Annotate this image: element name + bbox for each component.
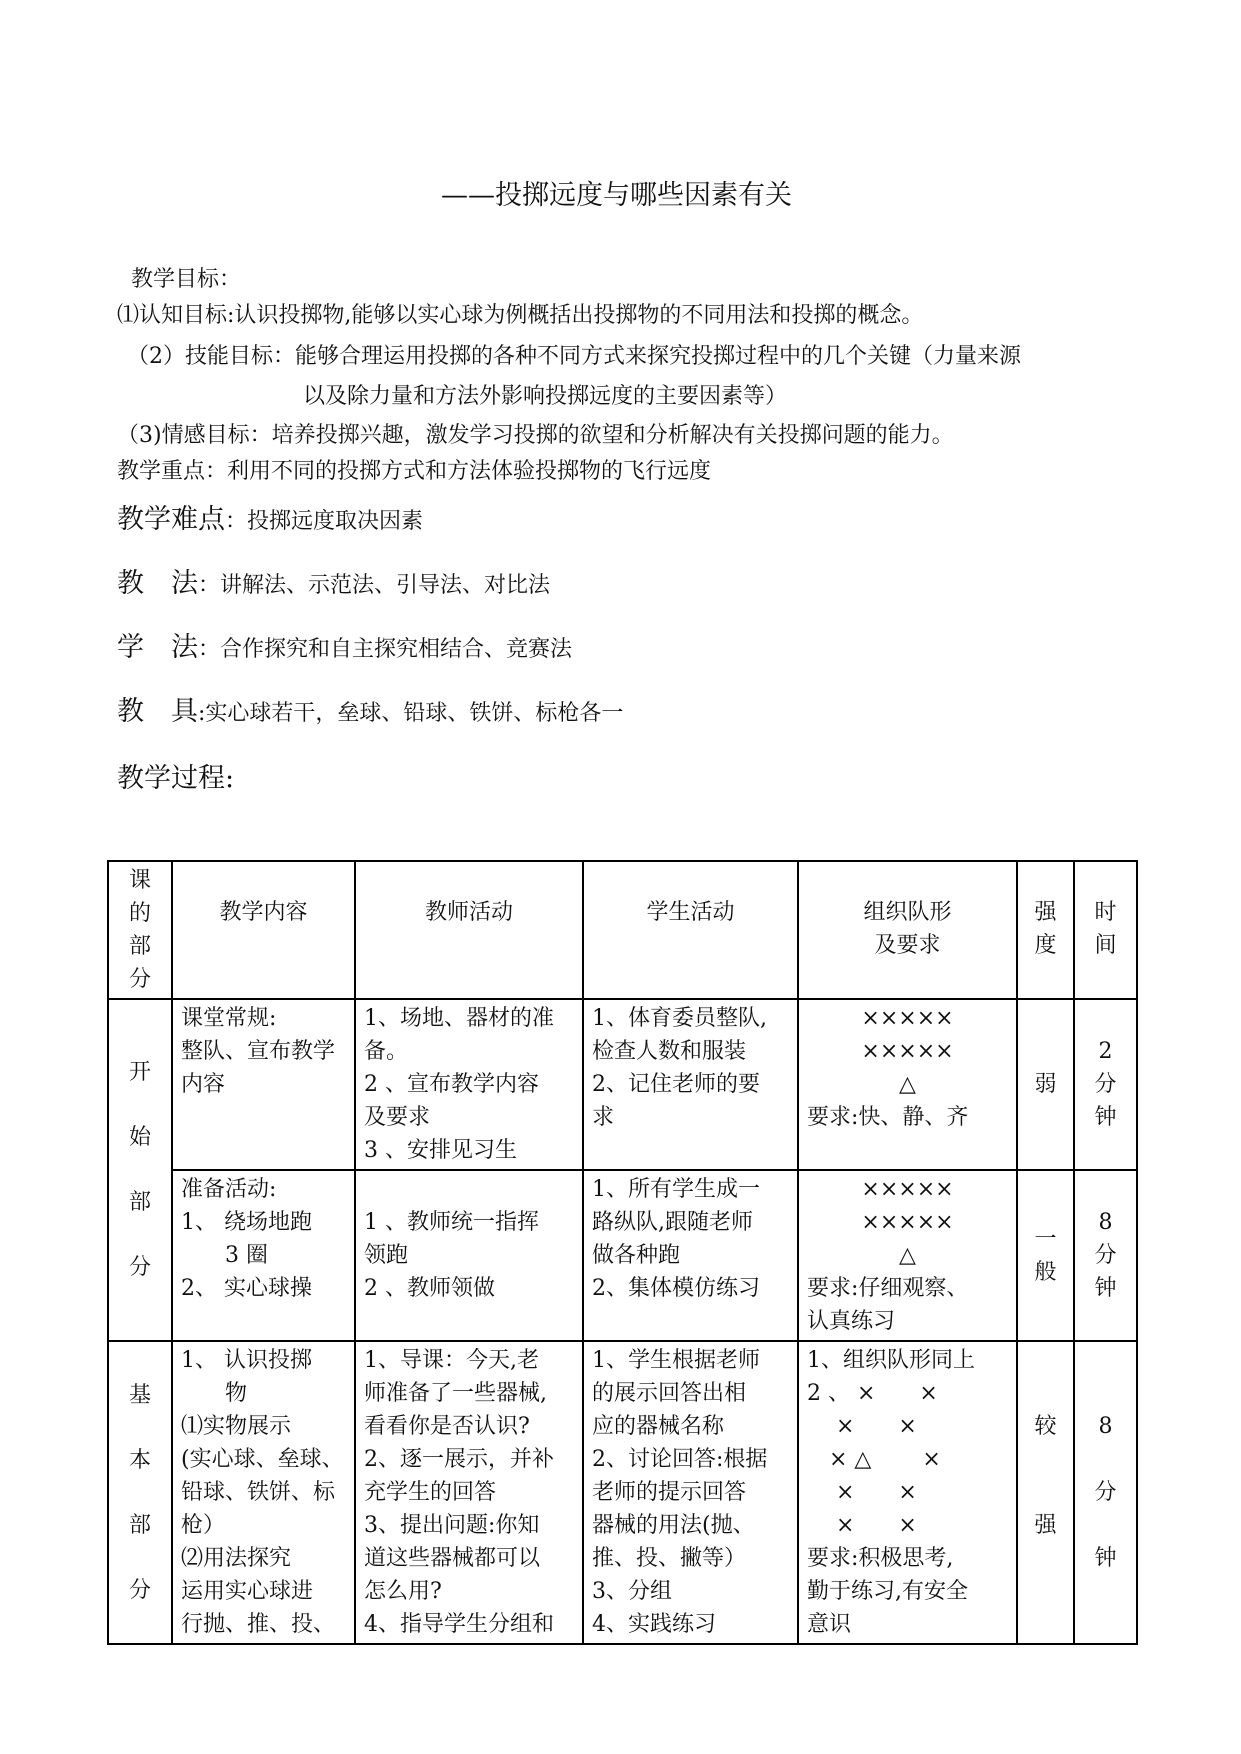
row3-teacher: 1、导课：今天,老 师准备了一些器械, 看看你是否认识? 2、逐一展示，并补 充学生的回答 3、提出问题:你知 道这些器械都可以 怎么用? 4、指导学生分组和 [355, 1341, 583, 1644]
learning-method [117, 634, 572, 664]
row3-student: 1、学生根据老师 的展示回答出相 应的器械名称 2、讨论回答:根据 老师的提示回答 器械的用法(抛、 推、投、撇等） 3、分组 4、实践练习 [583, 1341, 798, 1644]
learning-method-text: ：合作探究和自主探究相结合、竞赛法 [198, 637, 573, 662]
section-label-start: 开 始 部 分 [108, 999, 172, 1341]
teaching-tools-text: :实心球若干，垒球、铅球、铁饼、标枪各一 [198, 701, 624, 726]
row1-teacher: 1、场地、器材的准 备。 2 、宣布教学内容 及要求 3 、安排见习生 [355, 999, 583, 1170]
header-content: 教学内容 [172, 861, 355, 999]
teaching-tools [117, 698, 623, 728]
teaching-method-text: ：讲解法、示范法、引导法、对比法 [198, 573, 551, 598]
section-label-basic: 基 本 部 分 [108, 1341, 172, 1644]
row3-intensity: 较 强 [1017, 1341, 1074, 1644]
header-time: 时 间 [1074, 861, 1137, 999]
difficulty-text: ：投掷远度取决因素 [225, 509, 424, 534]
table-row [108, 1170, 1137, 1341]
difficulty-label: 教学难点 [117, 504, 225, 535]
row2-content: 准备活动: 1、 绕场地跑 3 圈 2、 实心球操 [172, 1170, 355, 1341]
row3-content: 1、 认识投掷 物 ⑴实物展示 (实心球、垒球、 铅球、铁饼、标 枪） ⑵用法探究 运用实心球进 行抛、推、投、 [172, 1341, 355, 1644]
table-header-row [108, 861, 1137, 999]
learning-method-label: 学 法 [117, 632, 198, 663]
page-title: ——投掷远度与哪些因素有关 [441, 180, 792, 211]
difficulty [117, 506, 423, 536]
header-intensity: 强 度 [1017, 861, 1074, 999]
header-student: 学生活动 [583, 861, 798, 999]
teaching-tools-label: 教 具 [117, 696, 198, 727]
row1-time: 2 分 钟 [1074, 999, 1137, 1170]
header-organization: 组织队形 及要求 [798, 861, 1017, 999]
goals-heading: 教学目标： [131, 267, 242, 292]
goal-affective: （3)情感目标：培养投掷兴趣，激发学习投掷的欲望和分析解决有关投掷问题的能力。 [117, 423, 954, 448]
key-point: 教学重点：利用不同的投掷方式和方法体验投掷物的飞行远度 [117, 459, 712, 484]
lesson-table [107, 860, 1138, 1645]
table-row [108, 1341, 1137, 1644]
row2-student: 1、所有学生成一 路纵队,跟随老师 做各种跑 2、集体模仿练习 [583, 1170, 798, 1341]
goal-cognitive: ⑴认知目标:认识投掷物,能够以实心球为例概括出投掷物的不同用法和投掷的概念。 [117, 303, 924, 328]
goal-skill-line2: 以及除力量和方法外影响投掷远度的主要因素等） [303, 384, 788, 409]
table-row [108, 999, 1137, 1170]
row1-intensity: 弱 [1017, 999, 1074, 1170]
row2-intensity: 一 般 [1017, 1170, 1074, 1341]
header-part: 课 的 部 分 [108, 861, 172, 999]
header-teacher: 教师活动 [355, 861, 583, 999]
process-label: 教学过程: [117, 763, 235, 794]
teaching-method-label: 教 法 [117, 568, 198, 599]
teaching-method [117, 570, 550, 600]
row3-organization: 1、组织队形同上 2 、 × × × × × △ × × × × × 要求:积极思考, 勤于练习,有安全 意识 [798, 1341, 1017, 1644]
goal-skill-line1: （2）技能目标：能够合理运用投掷的各种不同方式来探究投掷过程中的几个关键（力量来源 [127, 344, 1022, 369]
row3-time: 8 分 钟 [1074, 1341, 1137, 1644]
row1-student: 1、体育委员整队, 检查人数和服装 2、记住老师的要 求 [583, 999, 798, 1170]
row2-organization: ××××× ××××× △ 要求:仔细观察、 认真练习 [798, 1170, 1017, 1341]
row2-teacher: 1 、教师统一指挥 领跑 2 、教师领做 [355, 1170, 583, 1341]
row1-organization: ××××× ××××× △ 要求:快、静、齐 [798, 999, 1017, 1170]
row2-time: 8 分 钟 [1074, 1170, 1137, 1341]
row1-content: 课堂常规: 整队、宣布教学 内容 [172, 999, 355, 1170]
